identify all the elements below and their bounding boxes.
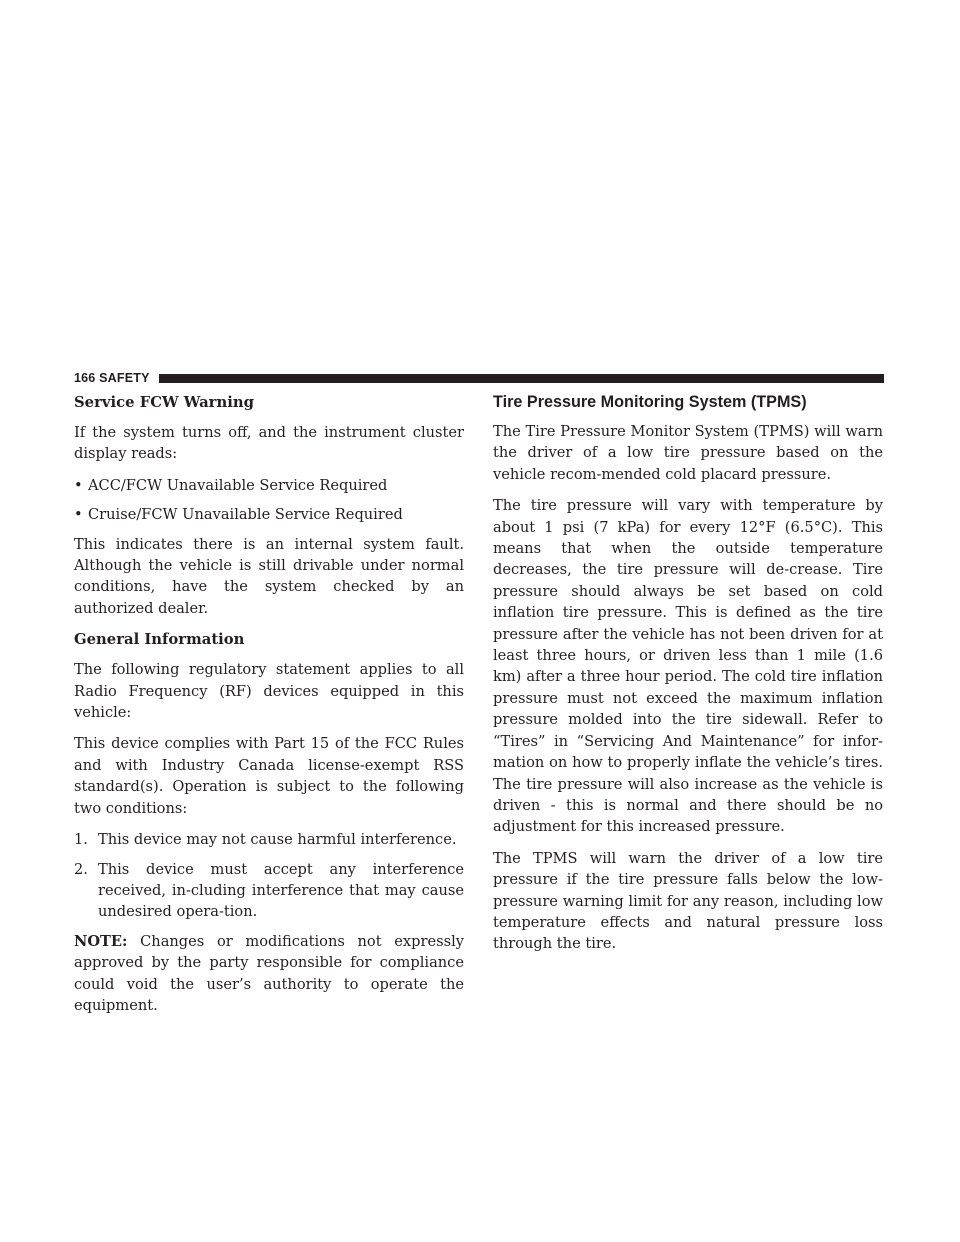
list-item-text: Cruise/FCW Unavailable Service Required xyxy=(88,506,403,524)
note-paragraph xyxy=(74,931,464,1017)
list-number: 2. xyxy=(74,860,88,878)
paragraph: The tire pressure will vary with temperature by about 1 psi (7 kPa) for every 12°F (6.5°C). This means that when the outside temperature decreases, the tire pressure will de-crease. Tire pressure should always be set based on cold inflation tire pressure. This is defined as the tire pressure after the vehicle has not been driven for at least three hours, or driven less than 1 mile (1.6 km) after a three hour period. The cold tire inflation pressure must not exceed the maximum inflation pressure molded into the tire sidewall. Refer to “Tires” in “Servicing And Maintenance” for infor-mation on how to properly inflate the vehicle’s tires. The tire pressure will also increase as the vehicle is driven - this is normal and there should be no adjustment for this increased pressure. xyxy=(493,497,883,836)
paragraph: This indicates there is an internal system fault. Although the vehicle is still drivable under normal conditions, have the system checked by an authorized dealer. xyxy=(74,535,464,617)
header-rule xyxy=(159,374,884,383)
heading-tpms: Tire Pressure Monitoring System (TPMS) xyxy=(493,393,807,411)
list-item xyxy=(74,859,464,923)
list-item-text: ACC/FCW Unavailable Service Required xyxy=(88,476,388,494)
page-header xyxy=(74,371,884,385)
note-label: NOTE: xyxy=(74,932,128,950)
bullet-marker: • xyxy=(74,506,83,524)
left-column xyxy=(74,392,464,1026)
list-item xyxy=(74,504,464,525)
list-item-text: This device may not cause harmful interference. xyxy=(98,831,457,849)
paragraph: The TPMS will warn the driver of a low tire pressure if the tire pressure falls below the low-pressure warning limit for any reason, including low temperature effects and natural pressure loss through the tire. xyxy=(493,849,883,953)
list-item xyxy=(74,475,464,496)
paragraph: This device complies with Part 15 of the FCC Rules and with Industry Canada license-exempt RSS standard(s). Operation is subject to the following two conditions: xyxy=(74,735,464,817)
list-item-text: This device must accept any interference received, in-cluding interference that may cause undesired opera-tion. xyxy=(98,860,464,921)
page-number-section: 166 SAFETY xyxy=(74,371,150,385)
heading-general-information: General Information xyxy=(74,631,245,649)
paragraph: The Tire Pressure Monitor System (TPMS) will warn the driver of a low tire pressure based on the vehicle recom-mended cold placard pressure. xyxy=(493,423,883,483)
heading-service-fcw-warning: Service FCW Warning xyxy=(74,394,254,411)
list-number: 1. xyxy=(74,831,88,849)
note-text: Changes or modifications not expressly approved by the party responsible for compliance could void the user’s authority to operate the equipment. xyxy=(74,932,464,1014)
right-column xyxy=(493,392,883,965)
list-item xyxy=(74,829,464,850)
paragraph: The following regulatory statement applies to all Radio Frequency (RF) devices equipped in this vehicle: xyxy=(74,661,464,722)
paragraph: If the system turns off, and the instrument cluster display reads: xyxy=(74,424,464,463)
bullet-marker: • xyxy=(74,476,83,494)
